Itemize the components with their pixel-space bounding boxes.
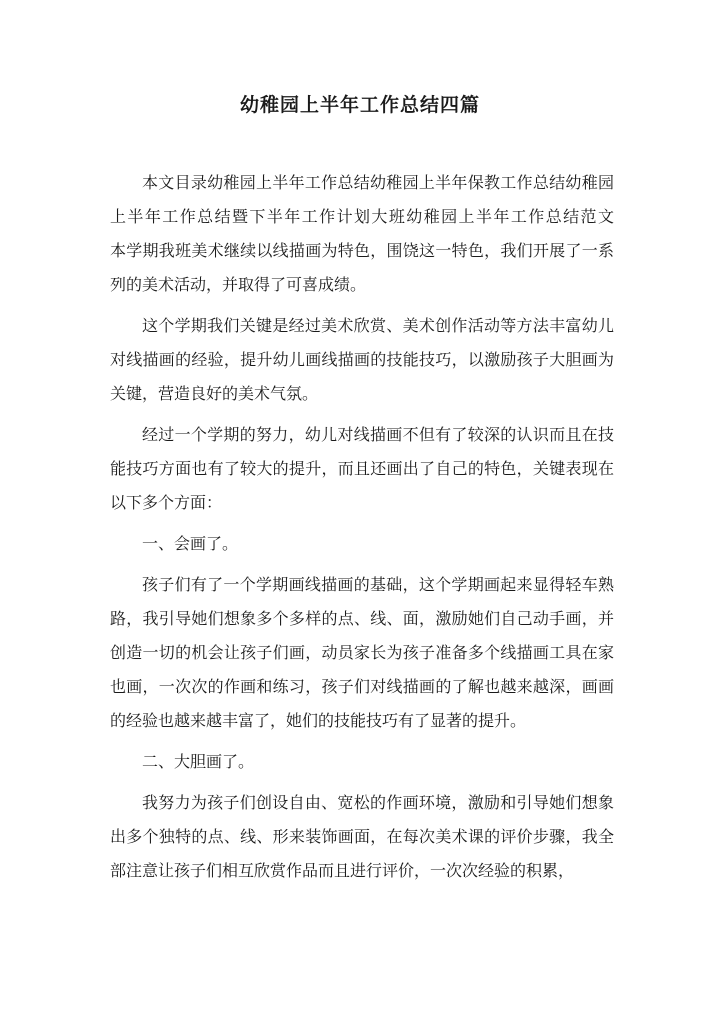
paragraph-intro: 本文目录幼稚园上半年工作总结幼稚园上半年保教工作总结幼稚园上半年工作总结暨下半年工作计划大班幼稚园上半年工作总结范文 本学期我班美术继续以线描画为特色，围饶这一特色，我们开展了一系列的美术活动，并取得了可喜成绩。: [110, 173, 647, 294]
paragraph-section-one: 孩子们有了一个学期画线描画的基础，这个学期画起来显得轻车熟路，我引导她们想象多个多样的点、线、面，激励她们自己动手画，并创造一切的机会让孩子们画，动员家长为孩子准备多个线描画工具在家也画，一次次的作画和练习，孩子们对线描画的了解也越来越深，画画的经验也越来越丰富了，她们的技能技巧有了显著的提升。: [110, 575, 614, 730]
heading-section-one: 一、会画了。: [142, 534, 239, 553]
paragraph-focus: 这个学期我们关键是经过美术欣赏、美术创作活动等方法丰富幼儿对线描画的经验，提升幼儿画线描画的技能技巧，以激励孩子大胆画为关键，营造良好的美术气氛。: [110, 316, 614, 403]
paragraph-section-two: 我努力为孩子们创设自由、宽松的作画环境，激励和引导她们想象出多个独特的点、线、形来装饰画面，在每次美术课的评价步骤，我全部注意让孩子们相互欣赏作品而且进行评价，一次次经验的积累，: [110, 793, 614, 880]
paragraph-results: 经过一个学期的努力，幼儿对线描画不但有了较深的认识而且在技能技巧方面也有了较大的提升，而且还画出了自己的特色，关键表现在以下多个方面：: [110, 425, 614, 512]
document-body: [110, 166, 647, 895]
heading-section-two: 二、大胆画了。: [142, 752, 255, 771]
document-title: 幼稚园上半年工作总结四篇: [239, 94, 480, 116]
